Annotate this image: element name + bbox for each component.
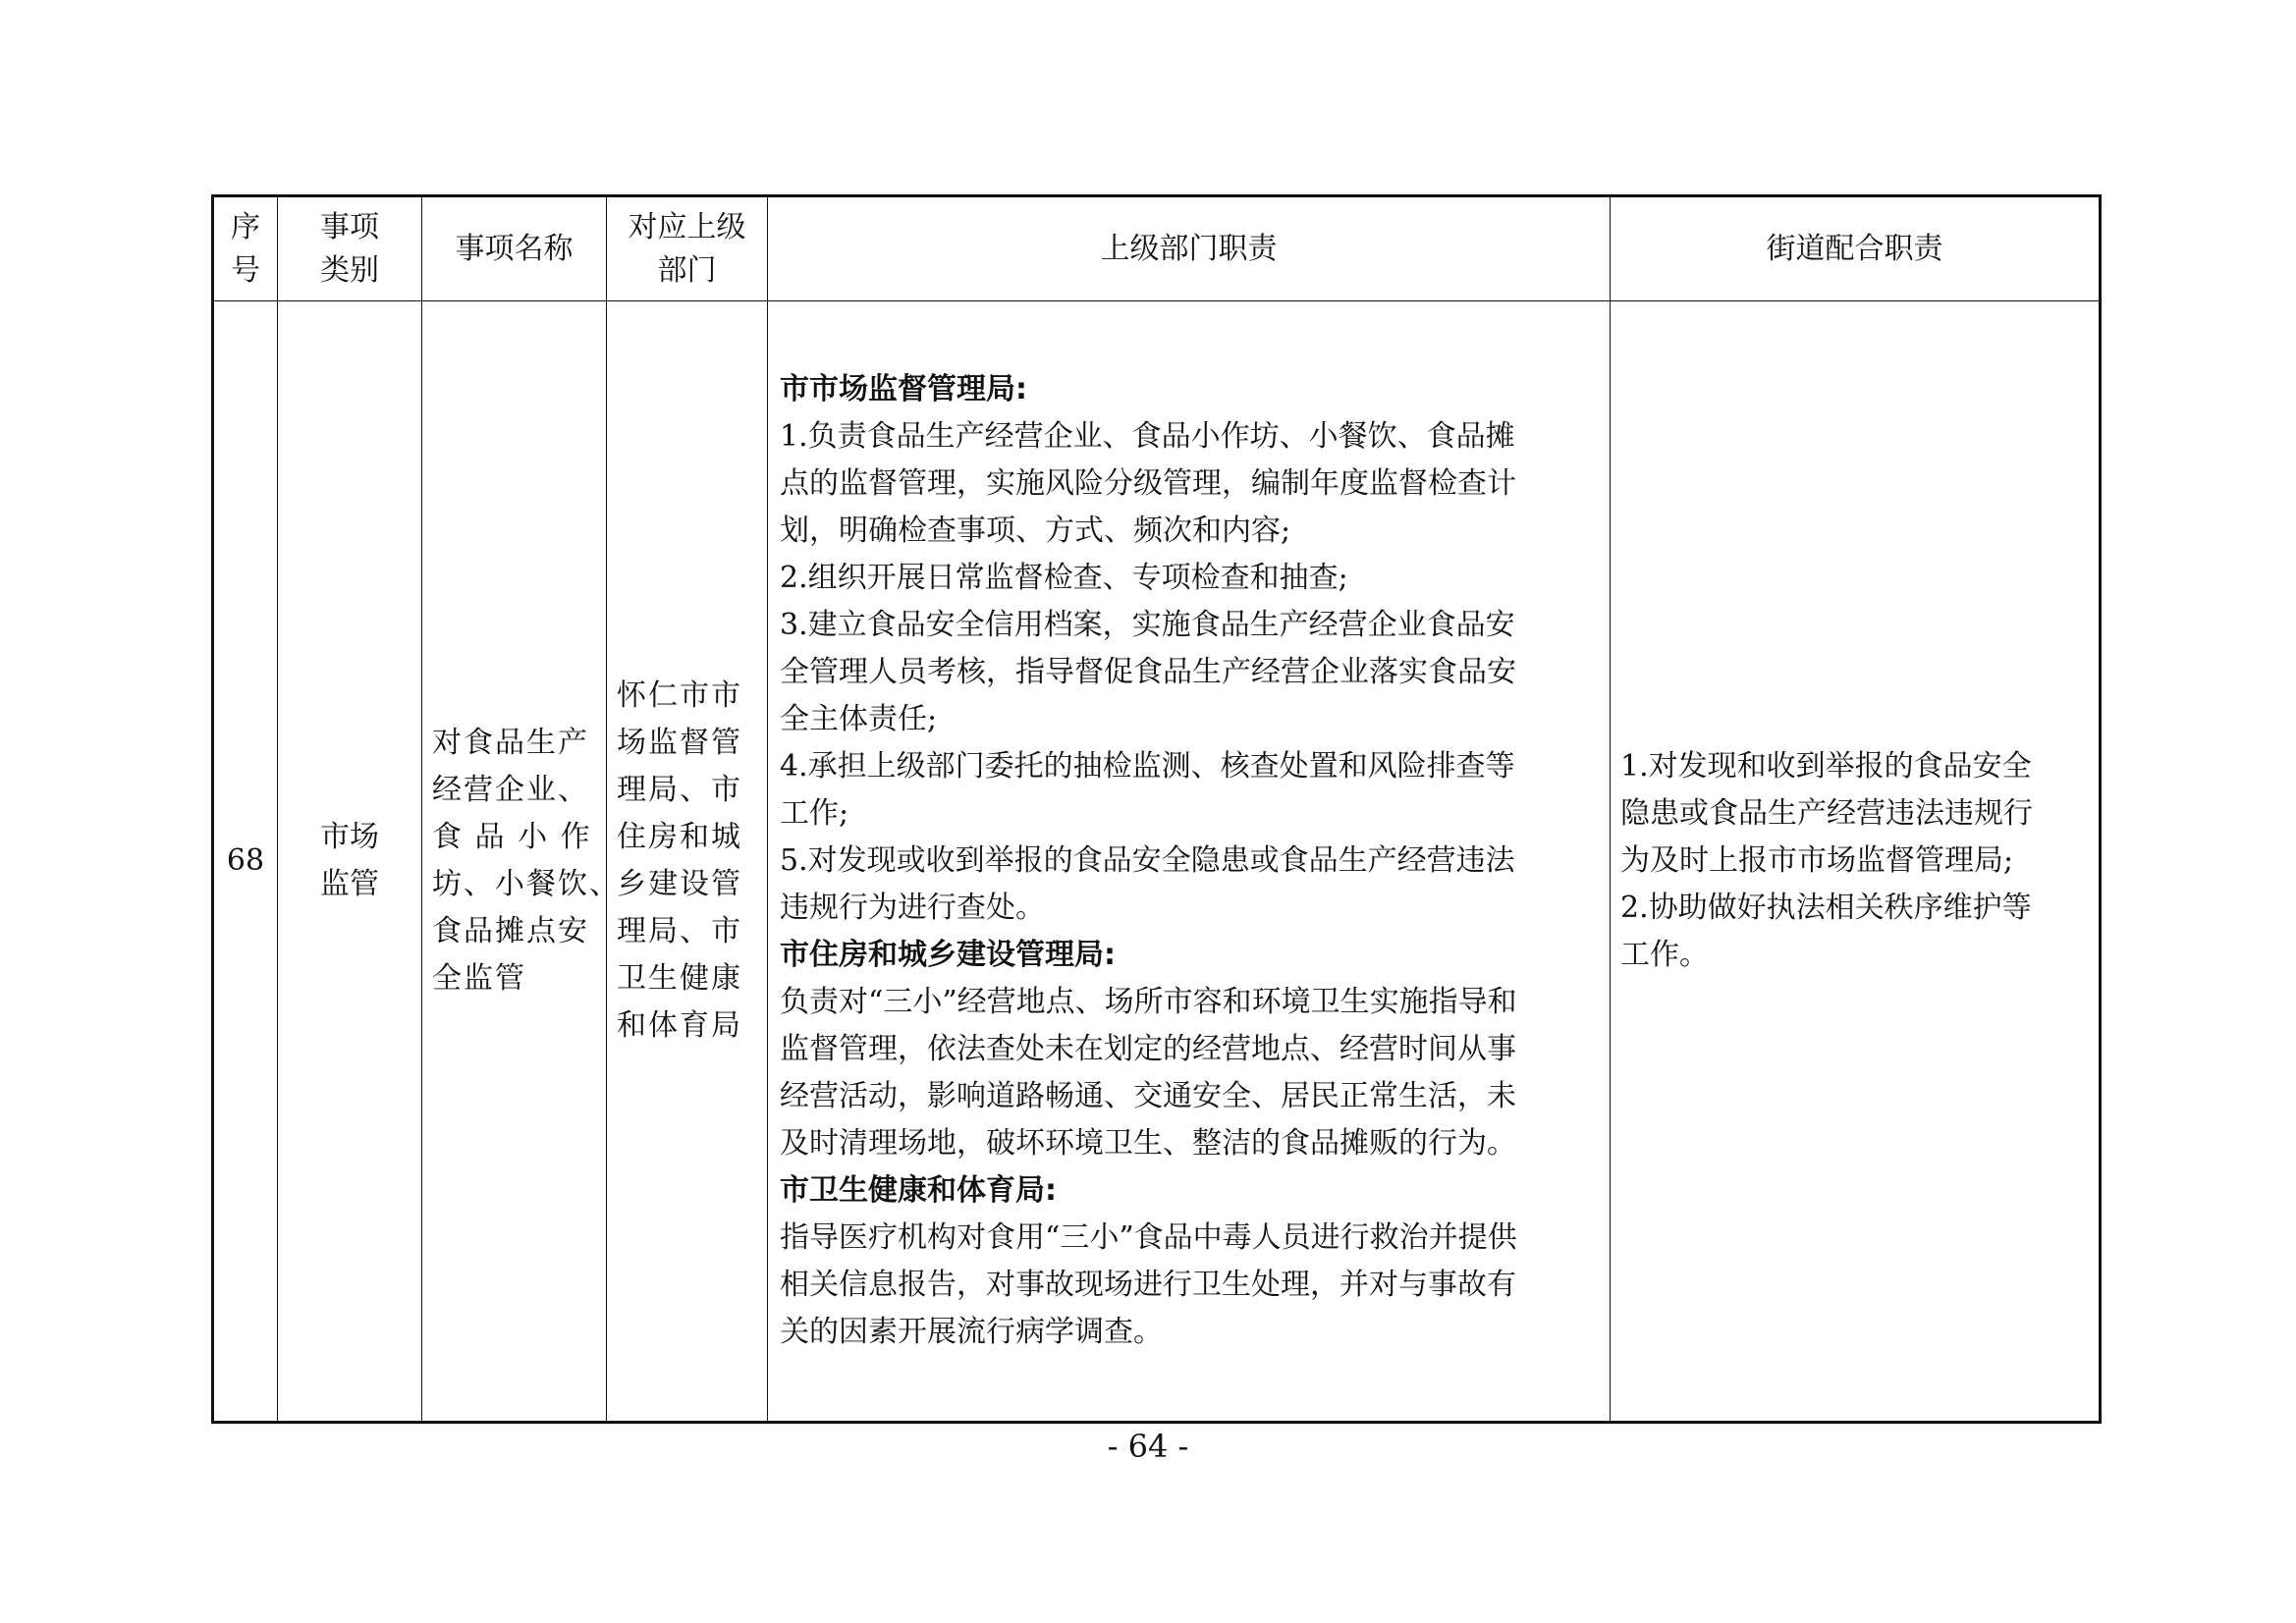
duties-table <box>211 194 2102 1424</box>
cell-street-duties: 1.对发现和收到举报的食品安全 隐患或食品生产经营违法违规行 为及时上报市市场监督管理局; 2.协助做好执法相关秩序维护等 工作。 <box>1611 301 2101 1423</box>
cell-category: 市场 监管 <box>278 301 422 1423</box>
cell-seq: 68 <box>213 301 278 1423</box>
header-dept: 对应上级 部门 <box>607 196 768 301</box>
cell-item-name: 对食品生产 经营企业、 食 品 小 作 坊、小餐饮、 食品摊点安 全监管 <box>422 301 607 1423</box>
header-coop: 街道配合职责 <box>1611 196 2101 301</box>
cell-dept: 怀仁市市 场监督管 理局、市 住房和城 乡建设管 理局、市 卫生健康 和体育局 <box>607 301 768 1423</box>
table-row <box>213 301 2101 1423</box>
header-duty: 上级部门职责 <box>768 196 1611 301</box>
cell-superior-duties: 市市场监督管理局: 1.负责食品生产经营企业、食品小作坊、小餐饮、食品摊 点的监督管理，实施风险分级管理，编制年度监督检查计 划，明确检查事项、方式、频次和内容; 2.组织开展日常监督检查、专项检查和抽查; 3.建立食品安全信用档案，实施食品生产经营企业食品安 全管理人员考核，指导督促食品生产经营企业落实食品安 全主体责任; 4.承担上级部门委托的抽检监测、核查处置和风险排查等 工作; 5.对发现或收到举报的食品安全隐患或食品生产经营违法 违规行为进行查处。 市住房和城乡建设管理局: 负责对“三小”经营地点、场所市容和环境卫生实施指导和 监督管理，依法查处未在划定的经营地点、经营时间从事 经营活动，影响道路畅通、交通安全、居民正常生活，未 及时清理场地，破坏环境卫生、整洁的食品摊贩的行为。 市卫生健康和体育局: 指导医疗机构对食用“三小”食品中毒人员进行救治并提供 相关信息报告，对事故现场进行卫生处理，并对与事故有 关的因素开展流行病学调查。 <box>768 301 1611 1423</box>
header-row <box>213 196 2101 301</box>
page-number: - 64 - <box>1107 1428 1189 1465</box>
header-seq: 序 号 <box>213 196 278 301</box>
header-category: 事项 类别 <box>278 196 422 301</box>
header-name: 事项名称 <box>422 196 607 301</box>
